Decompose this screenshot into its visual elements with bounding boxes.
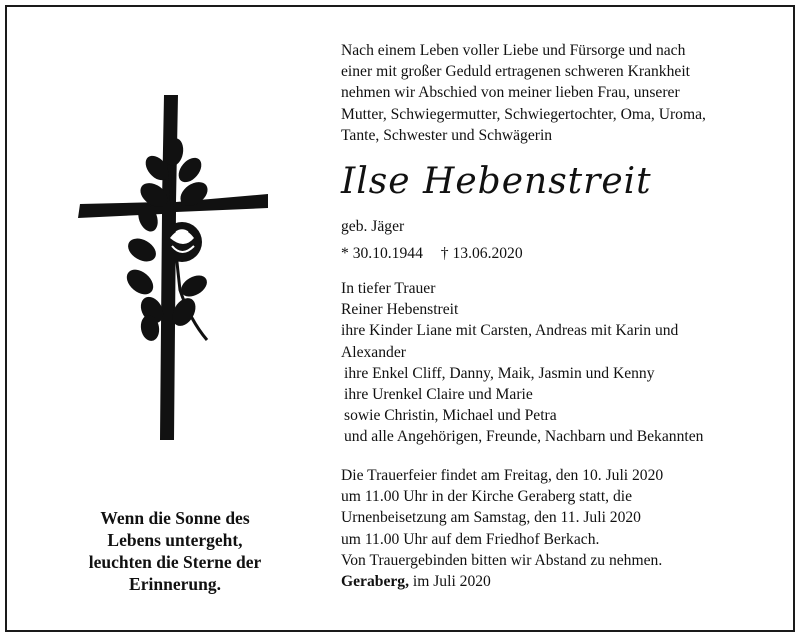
mourners-line: In tiefer Trauer bbox=[341, 280, 436, 297]
service-line: Von Trauergebinden bitten wir Abstand zu nehmen. bbox=[341, 551, 663, 569]
mourners-line: sowie Christin, Michael und Petra bbox=[344, 407, 557, 425]
motto-line: Wenn die Sonne des bbox=[100, 508, 250, 528]
deceased-name: Ilse Hebenstreit bbox=[341, 161, 652, 202]
intro-line: Nach einem Leben voller Liebe und Fürsorge und nach bbox=[341, 42, 686, 59]
intro-text bbox=[341, 40, 771, 146]
service-line: Die Trauerfeier findet am Freitag, den 10. Juli 2020 bbox=[341, 467, 664, 484]
mourners-list bbox=[341, 278, 771, 448]
service-line: Urnenbeisetzung am Samstag, den 11. Juli 2020 bbox=[341, 509, 641, 527]
mourners-line: und alle Angehörigen, Freunde, Nachbarn und Bekannten bbox=[344, 428, 704, 446]
mourners-line: ihre Kinder Liane mit Carsten, Andreas mit Karin und bbox=[341, 322, 679, 340]
mourners-line: ihre Enkel Cliff, Danny, Maik, Jasmin und Kenny bbox=[344, 364, 655, 382]
motto-line: Erinnerung. bbox=[129, 574, 221, 594]
intro-line: Tante, Schwester und Schwägerin bbox=[341, 126, 553, 144]
date: im Juli 2020 bbox=[408, 573, 491, 591]
place: Geraberg, bbox=[341, 573, 409, 591]
life-dates bbox=[341, 243, 771, 264]
mourners-line: ihre Urenkel Claire und Marie bbox=[344, 386, 533, 404]
service-line: um 11.00 Uhr auf dem Friedhof Berkach. bbox=[341, 530, 600, 548]
service-info bbox=[341, 465, 771, 592]
intro-line: einer mit großer Geduld ertragenen schweren Krankheit bbox=[341, 63, 690, 81]
service-line: um 11.00 Uhr in der Kirche Geraberg statt, die bbox=[341, 488, 632, 506]
birth-name: geb. Jäger bbox=[341, 218, 405, 235]
motto-line: Lebens untergeht, bbox=[107, 530, 243, 550]
intro-line: nehmen wir Abschied von meiner lieben Frau, unserer bbox=[341, 84, 680, 102]
intro-line: Mutter, Schwiegermutter, Schwiegertochter, Oma, Uroma, bbox=[341, 105, 706, 123]
birth-date: * 30.10.1944 bbox=[341, 245, 423, 262]
place-date bbox=[341, 571, 771, 592]
death-date: † 13.06.2020 bbox=[440, 245, 523, 262]
mourners-line: Alexander bbox=[341, 343, 406, 361]
cross-with-rose-icon bbox=[72, 90, 277, 450]
motto bbox=[60, 507, 290, 595]
motto-line: leuchten die Sterne der bbox=[88, 552, 262, 572]
mourners-line: Reiner Hebenstreit bbox=[341, 301, 459, 319]
